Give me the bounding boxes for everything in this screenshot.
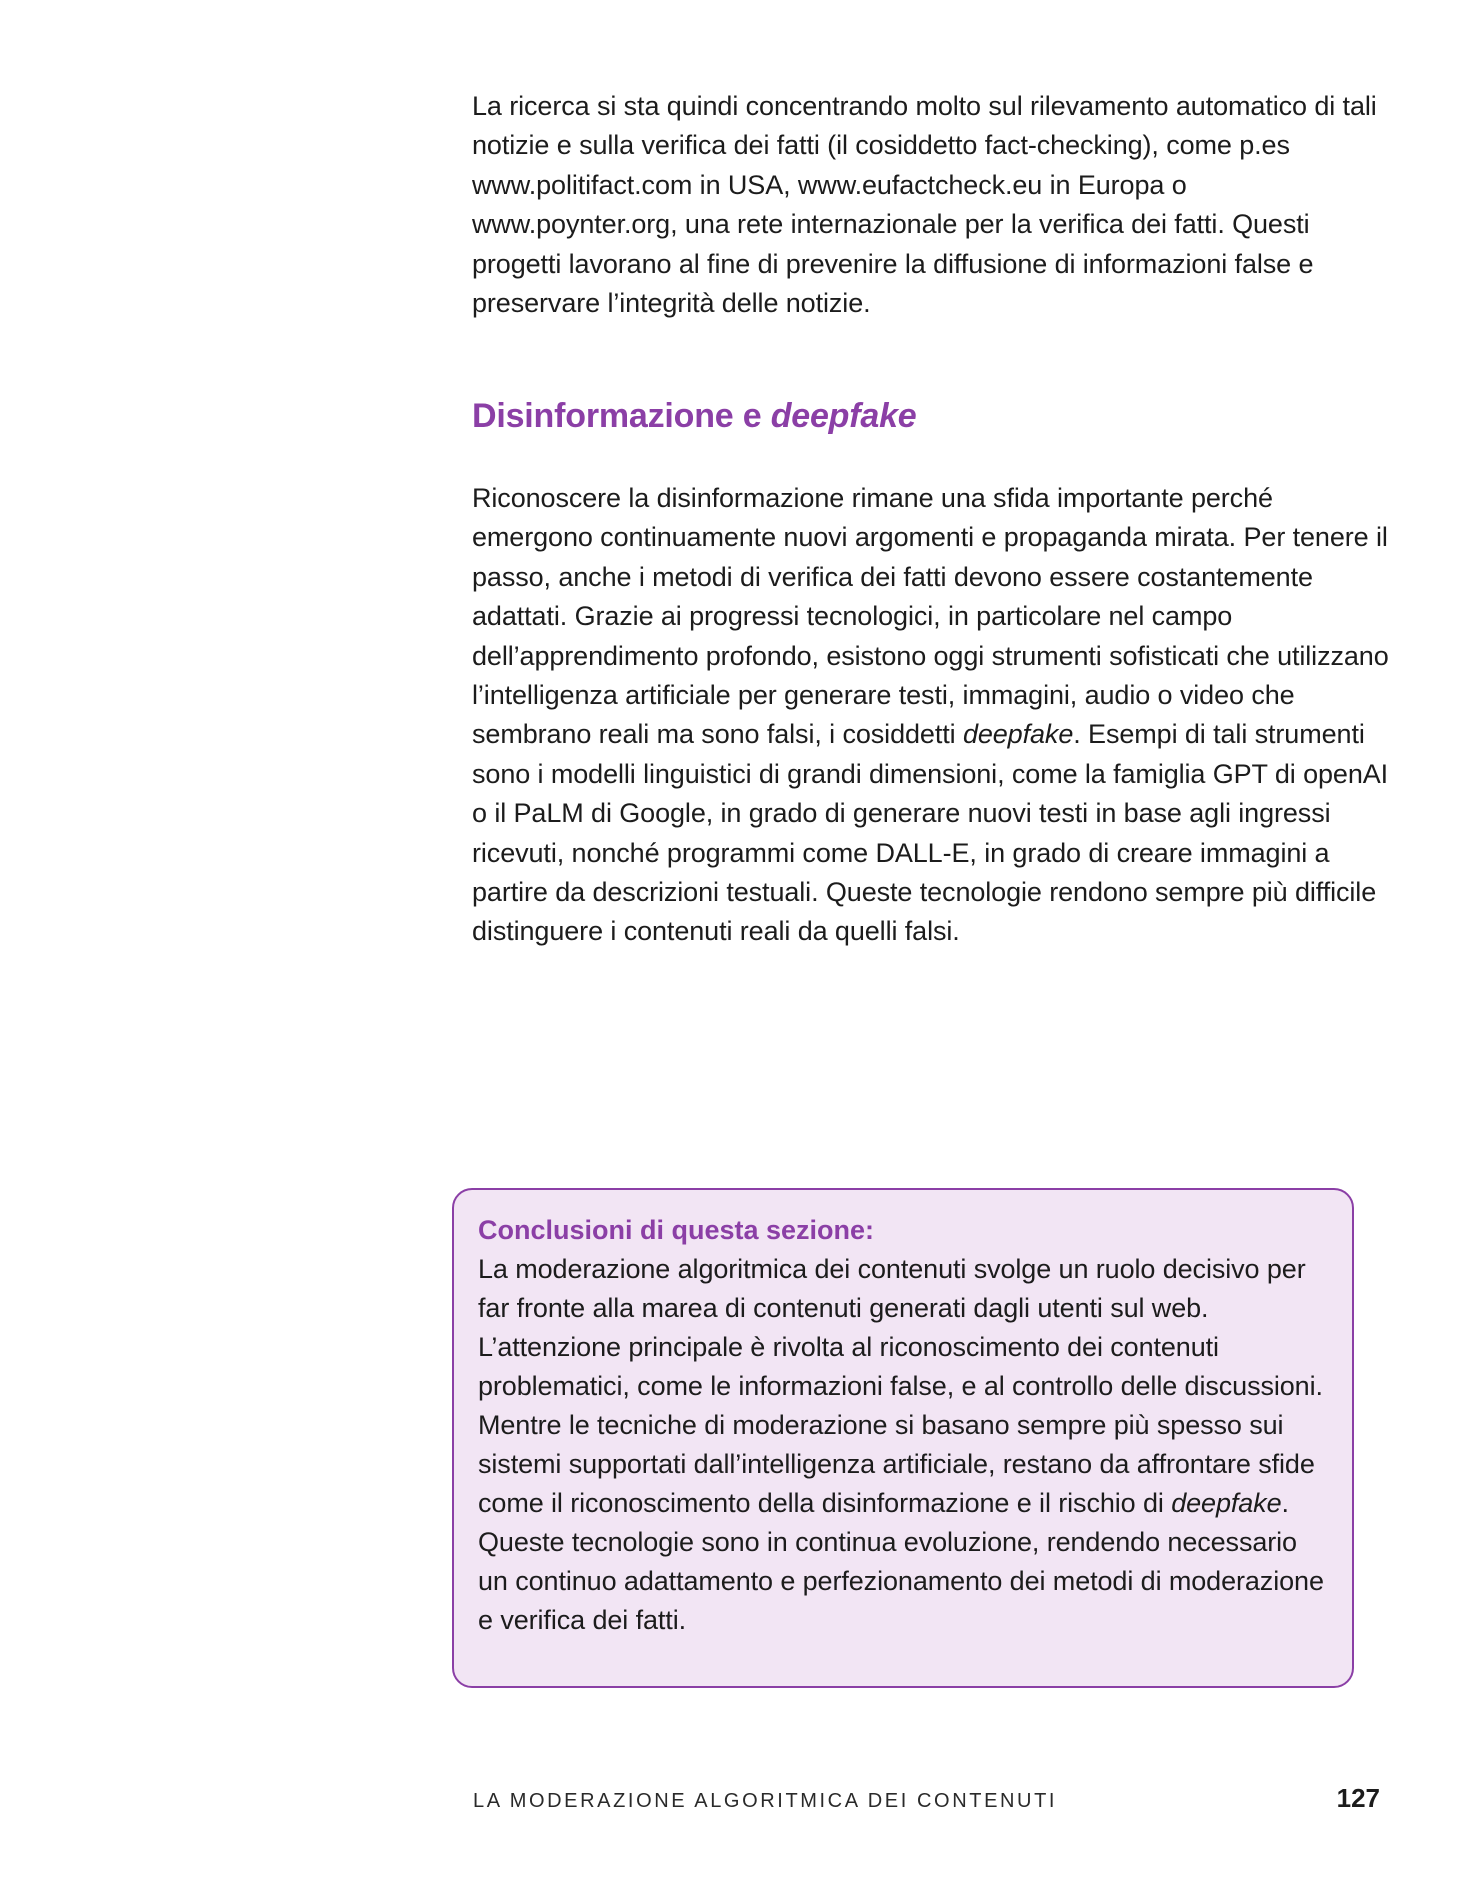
intro-paragraph: La ricerca si sta quindi concentrando molto sul rilevamento automatico di tali notizie e sulla verifica dei fatti (il cosiddetto fact-checking), come p.es www.politifact.com in USA, www.eufactcheck.eu in Europa o www.poynter.org, una rete internazionale per la verifica dei fatti. Questi progetti lavorano al fine di prevenire la diffusione di informazioni false e preservare l’integrità delle notizie. — [472, 91, 1377, 319]
section-heading-main: Disinformazione e — [472, 397, 771, 435]
page-number: 127 — [1336, 1783, 1380, 1813]
conclusion-text — [478, 1250, 1328, 1640]
conclusion-box — [452, 1188, 1354, 1688]
body-text-italic-term: deepfake — [962, 719, 1074, 750]
body-text-part2: . Esempi di tali strumenti sono i modelli linguistici di grandi dimensioni, come la famiglia GPT di openAI o il PaLM di Google, in grado di generare nuovi testi in base agli ingressi ricevuti, nonché programmi come DALL-E, in grado di creare immagini a partire da descrizioni testuali. Queste tecnologie rendono sempre più difficile distinguere i contenuti reali da quelli falsi. — [472, 719, 1389, 947]
section-heading — [472, 397, 917, 436]
conclusion-text-part1: La moderazione algoritmica dei contenuti svolge un ruolo decisivo per far fronte alla marea di contenuti generati dagli utenti sul web. L’attenzione principale è rivolta al riconoscimento dei contenuti problematici, come le informazioni false, e al controllo delle discussioni. Mentre le tecniche di moderazione si basano sempre più spesso sui sistemi supportati dall’intelligenza artificiale, restano da affrontare sfide come il riconoscimento della disinformazione e il rischio di — [478, 1254, 1323, 1518]
conclusion-italic-term: deepfake — [1171, 1488, 1282, 1518]
conclusion-title: Conclusioni di questa sezione: — [478, 1215, 875, 1245]
conclusion-text-part2: . Queste tecnologie sono in continua evoluzione, rendendo necessario un continuo adattamento e perfezionamento dei metodi di moderazione e verifica dei fatti. — [478, 1488, 1324, 1635]
section-heading-italic: deepfake — [770, 397, 917, 435]
body-text-part1: Riconoscere la disinformazione rimane una sfida importante perché emergono continuamente nuovi argomenti e propaganda mirata. Per tenere il passo, anche i metodi di verifica dei fatti devono essere costantemente adattati. Grazie ai progressi tecnologici, in particolare nel campo dell’apprendimento profondo, esistono oggi strumenti sofisticati che utilizzano l’intelligenza artificiale per generare testi, immagini, audio o video che sembrano reali ma sono falsi, i cosiddetti — [472, 483, 1389, 750]
running-footer-title: LA MODERAZIONE ALGORITMICA DEI CONTENUTI — [473, 1790, 1058, 1812]
body-paragraph — [472, 479, 1392, 952]
